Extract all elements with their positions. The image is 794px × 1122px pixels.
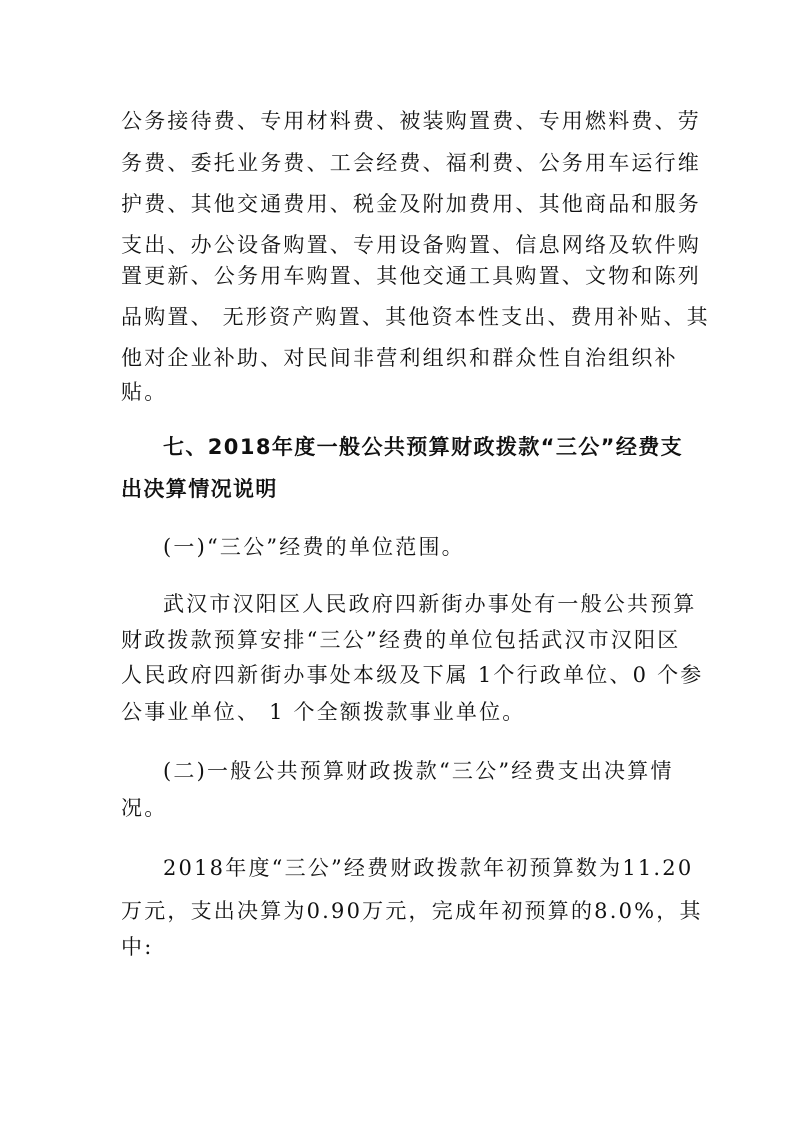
paragraph-line: 2018年度“三公”经费财政拨款年初预算数为11.20 xyxy=(163,856,694,880)
paragraph-line: 人民政府四新街办事处本级及下属 1个行政单位、0 个参 xyxy=(121,663,704,687)
subsection-heading-continued: 况。 xyxy=(121,796,168,820)
paragraph-line: 武汉市汉阳区人民政府四新街办事处有一般公共预算 xyxy=(163,592,697,616)
text-line: 务费、委托业务费、工会经费、福利费、公务用车运行维 xyxy=(121,151,701,175)
paragraph-line: 中: xyxy=(121,935,154,959)
section-heading: 七、2018年度一般公共预算财政拨款“三公”经费支 xyxy=(163,435,684,459)
text-line: 支出、办公设备购置、专用设备购置、信息网络及软件购 xyxy=(121,233,701,257)
text-line: 置更新、公务用车购置、其他交通工具购置、文物和陈列 xyxy=(121,264,701,288)
text-line: 他对企业补助、对民间非营利组织和群众性自治组织补 xyxy=(121,346,678,370)
paragraph-line: 财政拨款预算安排“三公”经费的单位包括武汉市汉阳区 xyxy=(121,628,681,652)
paragraph-line: 万元，支出决算为0.90万元，完成年初预算的8.0%，其 xyxy=(121,899,703,923)
subsection-heading: (一)“三公”经费的单位范围。 xyxy=(163,535,465,559)
paragraph-line: 公事业单位、 1 个全额拨款事业单位。 xyxy=(121,700,526,724)
text-line: 品购置、 无形资产购置、其他资本性支出、费用补贴、其 xyxy=(121,305,710,329)
subsection-heading: (二)一般公共预算财政拨款“三公”经费支出决算情 xyxy=(163,759,674,783)
text-line: 贴。 xyxy=(121,380,168,404)
section-heading-continued: 出决算情况说明 xyxy=(121,477,278,501)
text-line: 公务接待费、专用材料费、被装购置费、专用燃料费、劳 xyxy=(121,109,701,133)
text-line: 护费、其他交通费用、税金及附加费用、其他商品和服务 xyxy=(121,192,701,216)
